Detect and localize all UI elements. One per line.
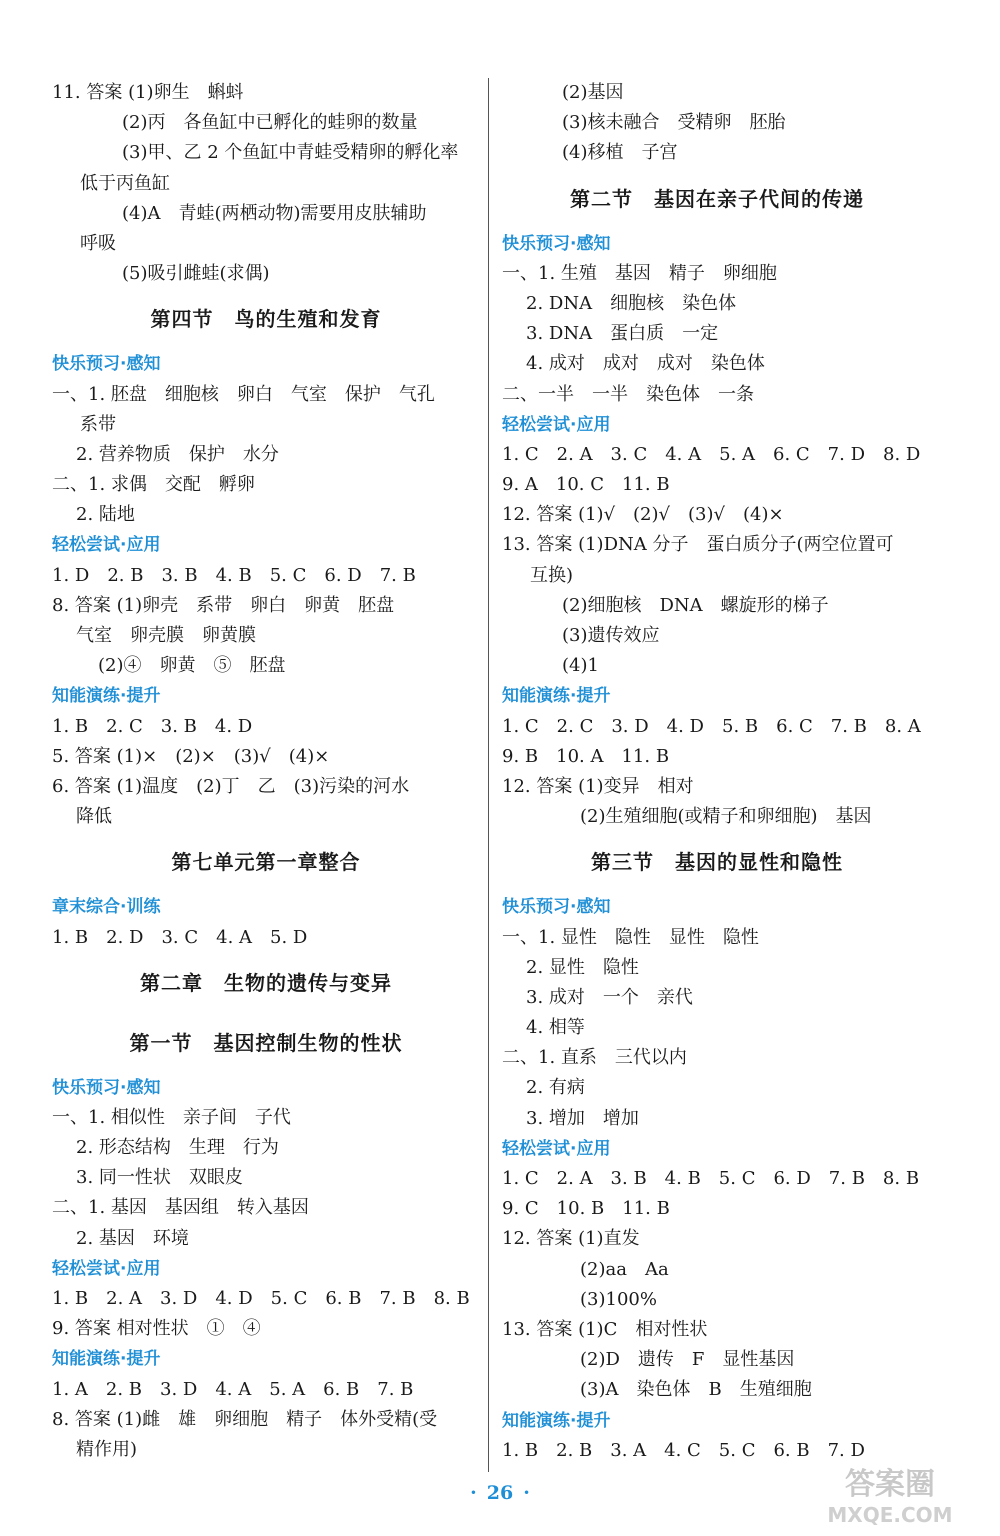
answer-line: (3)A 染色体 B 生殖细胞 [580,1379,812,1401]
answer-line: 3. 增加 增加 [526,1107,639,1129]
answer-line: 9. 答案 相对性状 ① ④ [52,1318,261,1340]
answer-line: 一、1. 相似性 亲子间 子代 [52,1106,291,1128]
section-tag: 轻松尝试·应用 [52,535,161,556]
section-tag: 快乐预习·感知 [502,233,611,254]
answer-line: 1. B 2. B 3. A 4. C 5. C 6. B 7. D [502,1439,865,1461]
answer-line: 3. 成对 一个 亲代 [526,986,693,1008]
answer-line: 12. 答案 (1)变异 相对 [502,775,694,797]
answer-line: 二、1. 直系 三代以内 [502,1047,687,1069]
section-heading: 第七单元第一章整合 [171,850,361,875]
answer-line: 一、1. 显性 隐性 显性 隐性 [502,926,759,948]
answer-line: 13. 答案 (1)C 相对性状 [502,1318,708,1340]
answer-line: 1. C 2. A 3. B 4. B 5. C 6. D 7. B 8. B [502,1168,920,1189]
answer-line: 一、1. 胚盘 细胞核 卵白 气室 保护 气孔 [52,383,435,405]
answer-line: 1. B 2. A 3. D 4. D 5. C 6. B 7. B 8. B [52,1288,470,1309]
section-tag: 章末综合·训练 [52,897,161,918]
answer-line: (2)丙 各鱼缸中已孵化的蛙卵的数量 [122,112,418,134]
answer-line: (2)生殖细胞(或精子和卵细胞) 基因 [580,806,872,828]
answer-line: 1. D 2. B 3. B 4. B 5. C 6. D 7. B [52,564,416,586]
page-number: · 26 · [470,1482,530,1504]
answer-line: 3. 同一性状 双眼皮 [76,1167,243,1189]
section-tag: 快乐预习·感知 [52,1077,161,1098]
answer-line: 1. C 2. A 3. C 4. A 5. A 6. C 7. D 8. D [502,443,921,465]
answer-line: 二、1. 求偶 交配 孵卵 [52,474,255,496]
answer-line: 4. 相等 [526,1017,585,1039]
answer-line: 2. DNA 细胞核 染色体 [526,292,737,314]
answer-line: 系带 [80,413,116,435]
answer-line: 4. 成对 成对 成对 染色体 [526,353,765,375]
section-tag: 知能演练·提升 [502,686,611,707]
right-column [502,78,932,1466]
watermark-logo [800,1460,980,1530]
section-heading: 第三节 基因的显性和隐性 [591,850,843,875]
answer-line: (3)100% [580,1288,657,1310]
answer-line: (4)移植 子宫 [562,142,678,164]
section-tag: 知能演练·提升 [52,1349,161,1370]
answer-line: 3. DNA 蛋白质 一定 [526,323,719,345]
answer-line: 2. 有病 [526,1077,585,1099]
section-tag: 知能演练·提升 [52,686,161,707]
answer-line: 11. 答案 (1)卵生 蝌蚪 [52,82,244,103]
answer-line: (2)④ 卵黄 ⑤ 胚盘 [98,655,286,677]
answer-line: 9. B 10. A 11. B [502,745,670,767]
answer-line: 气室 卵壳膜 卵黄膜 [76,625,256,646]
answer-line: (2)基因 [562,82,624,103]
answer-line: 6. 答案 (1)温度 (2)丁 乙 (3)污染的河水 [52,775,410,797]
answer-line: (3)甲、乙 2 个鱼缸中青蛙受精卵的孵化率 [122,142,459,164]
answer-line: 一、1. 生殖 基因 精子 卵细胞 [502,262,777,284]
answer-line: 二、一半 一半 染色体 一条 [502,383,754,405]
answer-line: 精作用) [76,1438,138,1460]
answer-line: 2. 基因 环境 [76,1227,189,1249]
answer-line: (2)细胞核 DNA 螺旋形的梯子 [562,594,829,616]
answer-line: (3)核未融合 受精卵 胚胎 [562,112,786,134]
answer-line: (2)D 遗传 F 显性基因 [580,1349,795,1371]
answer-line: 12. 答案 (1)直发 [502,1228,640,1250]
answer-line: 2. 营养物质 保护 水分 [76,443,279,465]
section-tag: 快乐预习·感知 [502,897,611,918]
watermark-url: MXQE.COM [827,1503,953,1527]
column-divider [488,78,489,1472]
watermark-text: 答案圈 [845,1467,935,1502]
answer-line: 降低 [76,806,112,828]
answer-line: 2. 显性 隐性 [526,956,639,978]
section-tag: 轻松尝试·应用 [502,1138,611,1159]
answer-line: (2)aa Aa [580,1258,669,1280]
answer-line: 12. 答案 (1)√ (2)√ (3)√ (4)× [502,504,784,526]
answer-line: 8. 答案 (1)卵壳 系带 卵白 卵黄 胚盘 [52,594,395,616]
answer-line: 1. C 2. C 3. D 4. D 5. B 6. C 7. B 8. A [502,715,921,737]
answer-line: 2. 陆地 [76,504,135,526]
answer-line: (4)A 青蛙(两栖动物)需要用皮肤辅助 [122,202,427,224]
section-heading: 第二章 生物的遗传与变异 [140,970,392,995]
section-tag: 轻松尝试·应用 [502,414,611,435]
section-tag: 快乐预习·感知 [52,354,161,375]
answer-line: 低于丙鱼缸 [80,172,170,194]
answer-line: 8. 答案 (1)雌 雄 卵细胞 精子 体外受精(受 [52,1408,438,1430]
answer-line: 9. A 10. C 11. B [502,474,670,496]
section-heading: 第二节 基因在亲子代间的传递 [570,186,864,211]
section-heading: 第四节 鸟的生殖和发育 [150,307,382,332]
answer-line: (4)1 [562,655,599,677]
left-column [52,78,480,1465]
answer-line: 呼吸 [80,232,116,254]
answer-line: 5. 答案 (1)× (2)× (3)√ (4)× [52,745,330,767]
answer-line: 1. A 2. B 3. D 4. A 5. A 6. B 7. B [52,1378,414,1400]
answer-line: 2. 形态结构 生理 行为 [76,1137,279,1159]
section-heading: 第一节 基因控制生物的性状 [129,1030,403,1055]
answer-line: (3)遗传效应 [562,625,660,646]
answer-line: 互换) [530,564,574,586]
answer-line: 13. 答案 (1)DNA 分子 蛋白质分子(两空位置可 [502,534,894,556]
answer-line: 二、1. 基因 基因组 转入基因 [52,1197,309,1219]
page-number-value: 26 [486,1482,514,1504]
section-tag: 知能演练·提升 [502,1410,611,1431]
answer-line: 9. C 10. B 11. B [502,1198,670,1220]
answer-line: 1. B 2. D 3. C 4. A 5. D [52,926,308,948]
section-tag: 轻松尝试·应用 [52,1258,161,1279]
answer-line: 1. B 2. C 3. B 4. D [52,715,253,737]
answer-line: (5)吸引雌蛙(求偶) [122,263,270,285]
